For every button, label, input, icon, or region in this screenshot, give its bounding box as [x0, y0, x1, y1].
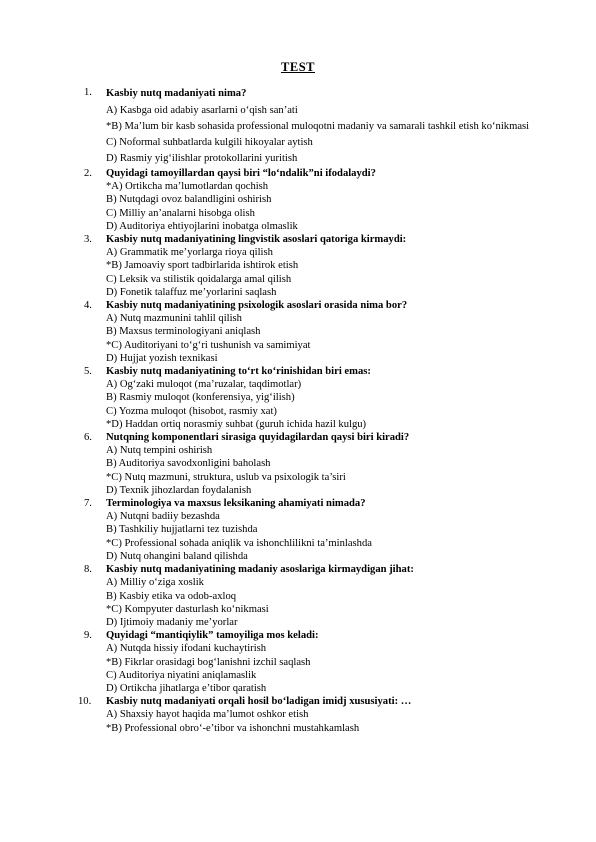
answer-option: *C) Kompyuter dasturlash ko‘nikmasi — [106, 603, 269, 615]
answer-option: B) Rasmiy muloqot (konferensiya, yig‘ilish) — [106, 392, 295, 404]
answer-option: B) Nutqdagi ovoz balandligini oshirish — [106, 194, 272, 206]
question-text: Kasbiy nutq madaniyati nima? — [106, 88, 247, 99]
question-text: Kasbiy nutq madaniyatining madaniy asoslariga kirmaydigan jihat: — [106, 564, 414, 576]
answer-option: A) Nutq mazmunini tahlil qilish — [106, 313, 242, 325]
question-item — [78, 629, 548, 695]
answer-option: A) Milliy o‘ziga xoslik — [106, 577, 204, 589]
question-item — [78, 365, 548, 431]
answer-option: D) Rasmiy yig‘ilishlar protokollarini yuritish — [106, 153, 298, 164]
question-number: 2. — [84, 168, 92, 179]
question-number: 5. — [84, 366, 92, 378]
answer-option: D) Ortikcha jihatlarga e’tibor qaratish — [106, 682, 267, 694]
answer-option: A) Nutqni badiiy bezashda — [106, 511, 220, 523]
answer-option: D) Auditoriya ehtiyojlarini inobatga olmaslik — [106, 220, 298, 232]
answer-option: D) Nutq ohangini baland qilishda — [106, 550, 248, 562]
question-number: 7. — [84, 498, 92, 510]
answer-option: A) Og‘zaki muloqot (ma’ruzalar, taqdimotlar) — [106, 379, 302, 391]
answer-option: A) Nutqda hissiy ifodani kuchaytirish — [106, 643, 267, 655]
question-item — [78, 695, 548, 735]
question-item — [78, 233, 548, 299]
question-item — [78, 497, 548, 563]
answer-option: *B) Fikrlar orasidagi bog‘lanishni izchil saqlash — [106, 656, 311, 668]
answer-option: *B) Jamoaviy sport tadbirlarida ishtirok etish — [106, 260, 299, 272]
question-text: Kasbiy nutq madaniyati orqali hosil bo‘ladigan imidj xususiyati: … — [106, 696, 412, 708]
answer-option: *C) Auditoriyani to‘g‘ri tushunish va samimiyat — [106, 339, 311, 351]
answer-option: D) Ijtimoiy madaniy me’yorlar — [106, 616, 238, 628]
question-item — [78, 167, 548, 233]
answer-option: A) Shaxsiy hayot haqida ma’lumot oshkor etish — [106, 709, 309, 721]
question-text: Quyidagi tamoyillardan qaysi biri “lo‘ndalik”ni ifodalaydi? — [106, 168, 376, 179]
answer-option: C) Yozma muloqot (hisobot, rasmiy xat) — [106, 405, 277, 417]
answer-option: C) Leksik va stilistik qoidalarga amal qilish — [106, 273, 292, 285]
answer-option: *B) Ma’lum bir kasb sohasida professional muloqotni madaniy va samarali tashkil etish ko‘nikmasi — [106, 121, 530, 132]
answer-option: D) Fonetik talaffuz me’yorlarini saqlash — [106, 286, 277, 298]
answer-option: *A) Ortikcha ma’lumotlardan qochish — [106, 181, 269, 193]
answer-option: C) Auditoriya niyatini aniqlamaslik — [106, 669, 257, 681]
question-text: Kasbiy nutq madaniyatining lingvistik asoslari qatoriga kirmaydi: — [106, 234, 407, 246]
answer-option: C) Milliy an’analarni hisobga olish — [106, 207, 255, 219]
answer-option: A) Kasbga oid adabiy asarlarni o‘qish san’ati — [106, 105, 298, 116]
question-text: Kasbiy nutq madaniyatining psixologik asoslari orasida nima bor? — [106, 300, 408, 312]
question-text: Kasbiy nutq madaniyatining to‘rt ko‘rinishidan biri emas: — [106, 366, 371, 378]
question-number: 8. — [84, 564, 92, 576]
answer-option: *D) Haddan ortiq norasmiy suhbat (guruh ichida hazil kulgu) — [106, 418, 367, 430]
question-number: 3. — [84, 234, 92, 246]
answer-option: *C) Professional sohada aniqlik va ishonchlilikni ta’minlashda — [106, 537, 372, 549]
answer-option: B) Kasbiy etika va odob-axloq — [106, 590, 237, 602]
answer-option: D) Texnik jihozlardan foydalanish — [106, 484, 252, 496]
answer-option: D) Hujjat yozish texnikasi — [106, 352, 218, 364]
document-title: TEST — [281, 60, 315, 74]
question-number: 10. — [78, 696, 92, 708]
question-number: 4. — [84, 300, 92, 312]
answer-option: B) Tashkiliy hujjatlarni tez tuzishda — [106, 524, 258, 536]
question-number: 1. — [84, 87, 92, 98]
question-number: 6. — [84, 432, 92, 444]
question-list — [78, 86, 548, 735]
answer-option: A) Grammatik me’yorlarga rioya qilish — [106, 247, 273, 259]
question-item — [78, 299, 548, 365]
question-item — [78, 86, 548, 167]
question-text: Quyidagi “mantiqiylik” tamoyiliga mos keladi: — [106, 630, 319, 642]
question-item — [78, 563, 548, 629]
question-number: 9. — [84, 630, 92, 642]
answer-option: A) Nutq tempini oshirish — [106, 445, 213, 457]
question-text: Nutqning komponentlari sirasiga quyidagilardan qaysi biri kiradi? — [106, 432, 410, 444]
answer-option: *C) Nutq mazmuni, struktura, uslub va psixologik ta’siri — [106, 471, 346, 483]
answer-option: B) Auditoriya savodxonligini baholash — [106, 458, 271, 470]
answer-option: C) Noformal suhbatlarda kulgili hikoyalar aytish — [106, 137, 313, 148]
answer-option: *B) Professional obro‘-e’tibor va ishonchni mustahkamlash — [106, 722, 360, 734]
answer-option: B) Maxsus terminologiyani aniqlash — [106, 326, 261, 338]
question-text: Terminologiya va maxsus leksikaning ahamiyati nimada? — [106, 498, 366, 510]
question-item — [78, 431, 548, 497]
